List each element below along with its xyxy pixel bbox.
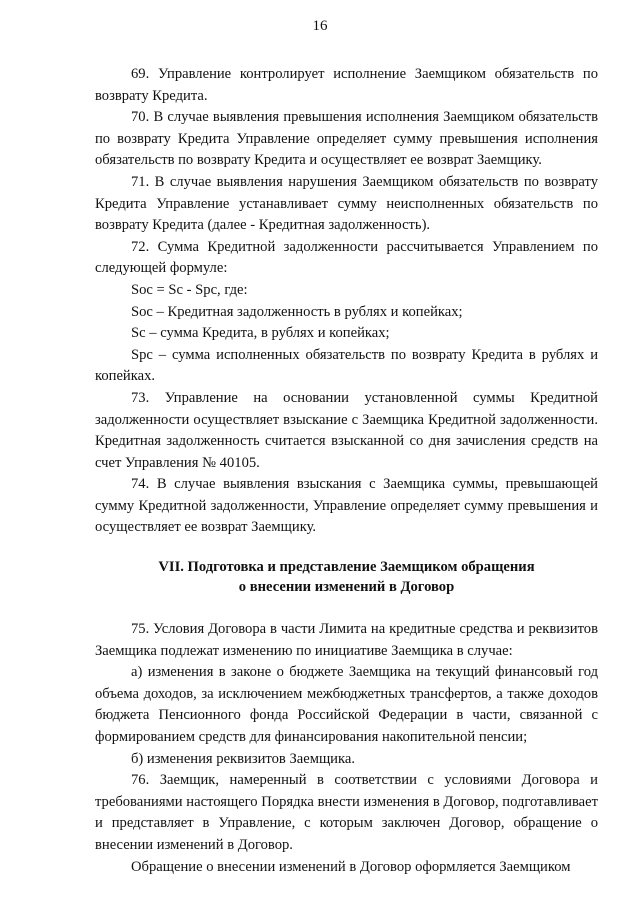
paragraph-76-continuation: Обращение о внесении изменений в Договор оформляется Заемщиком <box>131 858 571 875</box>
paragraph-70: 70. В случае выявления превышения исполнения Заемщиком обязательств по возврату Кредита Управление определяет сумму превышения исполнения обязательств по возврату Кредита и осуществляет ее возврат Заемщику. <box>95 109 598 169</box>
paragraph-75: 75. Условия Договора в части Лимита на кредитные средства и реквизитов Заемщика подлежат изменению по инициативе Заемщика в случае: <box>95 621 598 659</box>
formula-def-soc: Soc – Кредитная задолженность в рублях и копейках; <box>131 303 463 320</box>
paragraph-75-item-b: б) изменения реквизитов Заемщика. <box>131 750 355 767</box>
paragraph-72: 72. Сумма Кредитной задолженности рассчитывается Управлением по следующей формуле: <box>95 238 598 277</box>
document-body <box>95 64 598 878</box>
section-heading <box>95 557 598 597</box>
paragraph-69: 69. Управление контролирует исполнение Заемщиком обязательств по возврату Кредита. <box>95 66 598 104</box>
formula-def-sc: Sc – сумма Кредита, в рублях и копейках; <box>131 325 390 342</box>
paragraph-75-item-a: а) изменения в законе о бюджете Заемщика на текущий финансовый год объема доходов, за исключением межбюджетных трансфертов, а также доходов бюджета Пенсионного фонда Российской Федерации в части, связанной с формированием средств для финансирования накопительной пенсии; <box>95 664 598 746</box>
formula-def-spc: Spc – сумма исполненных обязательств по возврату Кредита в рублях и копейках. <box>95 346 598 385</box>
paragraph-73: 73. Управление на основании установленной суммы Кредитной задолженности осуществляет взыскание с Заемщика Кредитной задолженности. Кредитная задолженность считается взысканной со дня зачисления средств на счет Управления № 40105. <box>95 389 598 471</box>
paragraph-76: 76. Заемщик, намеренный в соответствии с условиями Договора и требованиями настоящего Порядка внести изменения в Договор, подготавливает и представляет в Управление, с которым заключен Договор, обращение о внесении изменений в Договор. <box>95 772 598 853</box>
formula-expression: Soc = Sc - Spc, где: <box>131 281 248 298</box>
paragraph-74: 74. В случае выявления взыскания с Заемщика суммы, превышающей сумму Кредитной задолженности, Управление определяет сумму превышения и осуществляет ее возврат Заемщику. <box>95 476 598 536</box>
paragraph-71: 71. В случае выявления нарушения Заемщиком обязательств по возврату Кредита Управление устанавливает сумму неисполненных обязательств по возврату Кредита (далее - Кредитная задолженность). <box>95 173 598 234</box>
section-title-line1: VII. Подготовка и представление Заемщиком обращения <box>158 559 535 576</box>
page-number: 16 <box>312 18 328 34</box>
section-title-line2: о внесении изменений в Договор <box>238 579 455 596</box>
